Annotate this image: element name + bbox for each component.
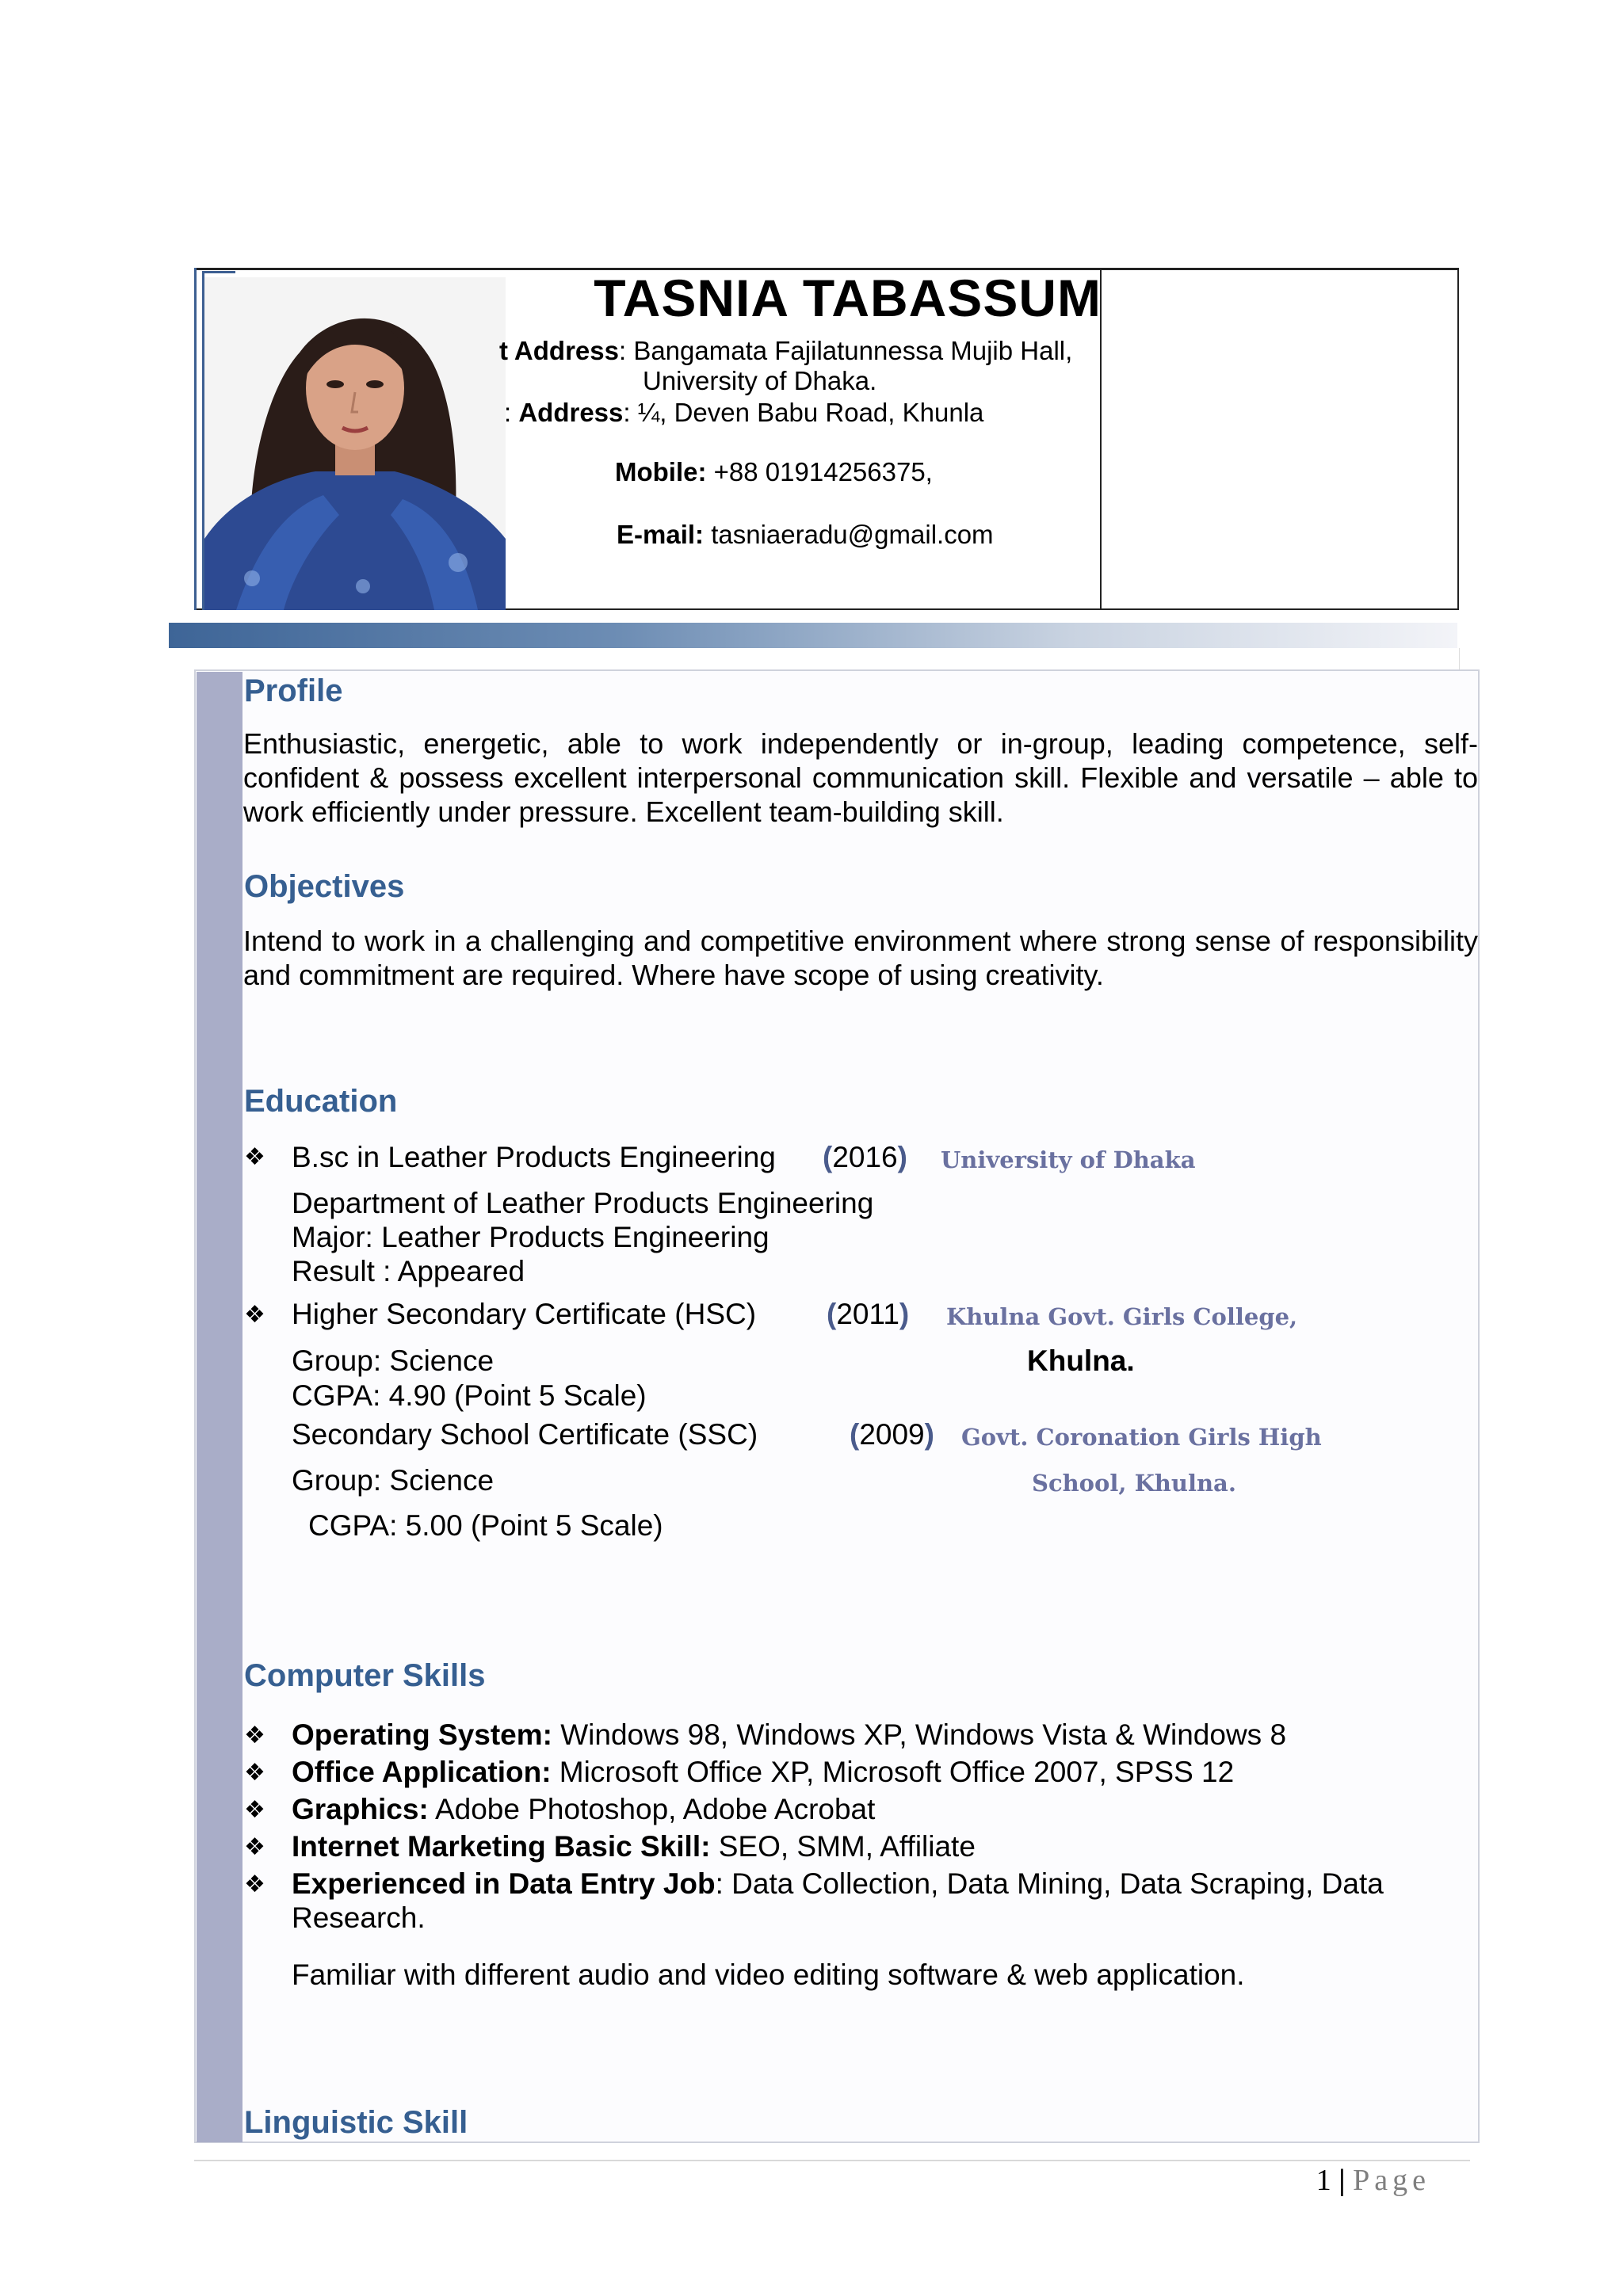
edu-year-2: (2011) bbox=[827, 1298, 910, 1330]
divider-spacer bbox=[194, 648, 1460, 672]
skills-note: Familiar with different audio and video editing software & web application. bbox=[292, 1958, 1245, 1991]
skill-item bbox=[292, 1867, 1384, 1901]
edu-year-value: 2009 bbox=[859, 1418, 925, 1451]
skill-item bbox=[292, 1793, 875, 1826]
permanent-address bbox=[504, 398, 983, 428]
linguistic-title: Linguistic Skill bbox=[244, 2105, 468, 2140]
skill-value: Adobe Photoshop, Adobe Acrobat bbox=[428, 1793, 876, 1825]
present-address-value: : Bangamata Fajilatunnessa Mujib Hall, bbox=[618, 336, 1073, 365]
bullet-icon: ❖ bbox=[244, 1797, 265, 1823]
profile-text: Enthusiastic, energetic, able to work independently or in-group, leading competence, self-confident & possess excellent interpersonal communication skill. Flexible and versatile – able to work efficiently under pressure. Excellent team-building skill. bbox=[243, 727, 1478, 828]
skill-label: Internet Marketing Basic Skill: bbox=[292, 1830, 711, 1863]
skill-value: : Data Collection, Data Mining, Data Scraping, Data bbox=[715, 1867, 1384, 1900]
edu-detail: Result : Appeared bbox=[292, 1255, 525, 1287]
skill-item bbox=[292, 1830, 976, 1863]
edu-degree-2: Higher Secondary Certificate (HSC) bbox=[292, 1298, 757, 1330]
edu-detail: Department of Leather Products Engineering bbox=[292, 1187, 874, 1219]
edu-institution-2: Khulna Govt. Girls College, bbox=[946, 1303, 1298, 1330]
email-value: tasniaeradu@gmail.com bbox=[711, 520, 994, 549]
edu-detail: Group: Science bbox=[292, 1344, 495, 1377]
edu-institution-1: University of Dhaka bbox=[941, 1146, 1196, 1173]
bullet-icon: ❖ bbox=[244, 1722, 265, 1749]
edu-year-value: 2011 bbox=[836, 1298, 899, 1330]
permanent-address-label: Address bbox=[518, 398, 624, 427]
edu-year-3: (2009) bbox=[850, 1418, 934, 1451]
skill-item bbox=[292, 1718, 1286, 1752]
email-label: E-mail: bbox=[617, 520, 705, 549]
skill-label: Operating System: bbox=[292, 1718, 552, 1751]
edu-degree-3: Secondary School Certificate (SSC) bbox=[292, 1418, 758, 1451]
section-divider-bar bbox=[169, 623, 1457, 648]
skill-label: Experienced in Data Entry Job bbox=[292, 1867, 716, 1900]
footer-line bbox=[194, 2160, 1470, 2161]
skill-item bbox=[292, 1756, 1234, 1789]
edu-institution-2-line2: Khulna. bbox=[1027, 1344, 1135, 1377]
profile-title: Profile bbox=[244, 673, 343, 708]
objectives-title: Objectives bbox=[244, 869, 405, 904]
profile-photo bbox=[204, 277, 506, 610]
education-title: Education bbox=[244, 1084, 398, 1119]
edu-degree-1: B.sc in Leather Products Engineering bbox=[292, 1141, 776, 1173]
candidate-name: TASNIA TABASSUM bbox=[594, 269, 1102, 327]
permanent-address-value: : ¼, Deven Babu Road, Khunla bbox=[623, 398, 984, 427]
skill-label: Office Application: bbox=[292, 1756, 552, 1788]
mobile-label: Mobile: bbox=[615, 457, 707, 486]
edu-institution-3: Govt. Coronation Girls High bbox=[961, 1424, 1322, 1451]
edu-detail: CGPA: 4.90 (Point 5 Scale) bbox=[292, 1379, 647, 1412]
objectives-text: Intend to work in a challenging and competitive environment where strong sense of responsibility and commitment are required. Where have scope of using creativity. bbox=[243, 925, 1478, 991]
bullet-icon: ❖ bbox=[244, 1144, 265, 1170]
skill-value: Microsoft Office XP, Microsoft Office 2007, SPSS 12 bbox=[551, 1756, 1235, 1788]
mobile-value: +88 01914256375, bbox=[713, 457, 933, 486]
page-separator: | bbox=[1338, 2164, 1346, 2197]
edu-year-value: 2016 bbox=[832, 1141, 898, 1173]
header-border-accent bbox=[202, 271, 235, 273]
mobile-line bbox=[615, 457, 933, 487]
edu-detail: CGPA: 5.00 (Point 5 Scale) bbox=[308, 1509, 663, 1542]
skill-value: SEO, SMM, Affiliate bbox=[710, 1830, 976, 1863]
computer-skills-title: Computer Skills bbox=[244, 1658, 486, 1693]
present-address-line2: University of Dhaka. bbox=[643, 366, 877, 395]
edu-year-1: (2016) bbox=[823, 1141, 907, 1173]
page-number: 1 bbox=[1316, 2164, 1331, 2197]
email-line bbox=[617, 520, 994, 550]
edu-institution-3-line2: School, Khulna. bbox=[1032, 1470, 1236, 1497]
bullet-icon: ❖ bbox=[244, 1760, 265, 1786]
bullet-icon: ❖ bbox=[244, 1834, 265, 1860]
bullet-icon: ❖ bbox=[244, 1871, 265, 1897]
page-footer bbox=[1189, 2163, 1430, 2198]
skill-label: Graphics: bbox=[292, 1793, 429, 1825]
bullet-icon: ❖ bbox=[244, 1302, 265, 1328]
page-word: Page bbox=[1353, 2164, 1430, 2197]
present-address-label: t Address bbox=[499, 336, 619, 365]
edu-detail: Group: Science bbox=[292, 1464, 495, 1497]
skill-value: Windows 98, Windows XP, Windows Vista & Windows 8 bbox=[552, 1718, 1287, 1751]
present-address bbox=[499, 336, 1072, 366]
header-border-left bbox=[194, 268, 197, 610]
side-stripe bbox=[197, 672, 242, 2142]
permanent-address-prefix: : bbox=[504, 398, 512, 427]
edu-detail: Major: Leather Products Engineering bbox=[292, 1221, 769, 1253]
skill-value-line2: Research. bbox=[292, 1901, 426, 1934]
